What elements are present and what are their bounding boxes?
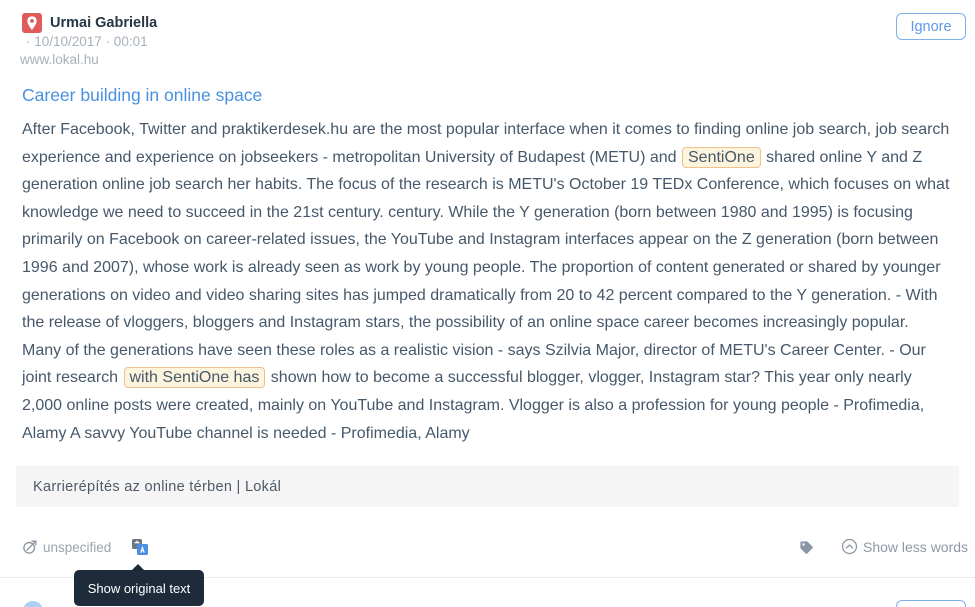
show-original-text-tooltip: [74, 570, 204, 606]
keyword-highlight: SentiOne: [682, 147, 761, 168]
chevron-up-circle-icon: [841, 538, 858, 555]
mention-title-link[interactable]: Career building in online space: [22, 85, 263, 105]
show-less-words-label: Show less words: [863, 538, 969, 555]
keyword-highlight: with SentiOne has: [124, 367, 266, 388]
next-card-ignore-button[interactable]: [896, 600, 966, 607]
tooltip-label: Show original text: [87, 580, 191, 596]
author-name[interactable]: Urmai Gabriella: [50, 15, 158, 31]
source-domain-link[interactable]: www.lokal.hu: [20, 52, 99, 67]
sentiment-gauge-icon[interactable]: [22, 538, 39, 555]
mention-body: After Facebook, Twitter and praktikerdesek.hu are the most popular interface when it comes to finding online job search, job search experience and experience on jobseekers - metropolitan University of Budapest (METU) and SentiOne shared online Y and Z generation online job search her habits. The focus of the research is METU's October 19 TEDx Conference, which focuses on what knowledge we need to succeed in the 21st century. century. While the Y generation (born between 1980 and 1995) is focusing primarily on Facebook on career-related issues, the YouTube and Instagram interfaces appear on the Z generation (born between 1996 and 2007), whose work is already seen as work by young people. The proportion of content generated or shared by younger generations on video and video sharing sites has jumped dramatically from 20 to 42 percent compared to the Y generation. - With the release of vloggers, bloggers and Instagram stars, the possibility of an online space career becomes increasingly popular. Many of the generations have seen these roles as a realistic vision - says Szilvia Major, director of METU's Career Center. - Our joint research with SentiOne has shown how to become a successful blogger, vlogger, Instagram star? This year only nearly 2,000 online posts were created, mainly on YouTube and Instagram. Vlogger is also a profession for young people - Profimedia, Alamy A savvy YouTube channel is needed - Profimedia, Alamy: [22, 121, 950, 442]
source-title-bar: [16, 466, 959, 507]
translate-icon[interactable]: [132, 539, 148, 555]
blog-pin-icon: [22, 13, 42, 33]
mention-datetime: · 10/10/2017 · 00:01: [26, 34, 148, 49]
source-title: Karrierépítés az online térben | Lokál: [33, 478, 282, 495]
tag-icon[interactable]: [799, 540, 814, 555]
sentiment-label[interactable]: unspecified: [43, 540, 112, 555]
ignore-button[interactable]: Ignore: [896, 13, 966, 40]
next-card-avatar: [23, 601, 43, 607]
show-less-words-button[interactable]: [841, 538, 968, 555]
